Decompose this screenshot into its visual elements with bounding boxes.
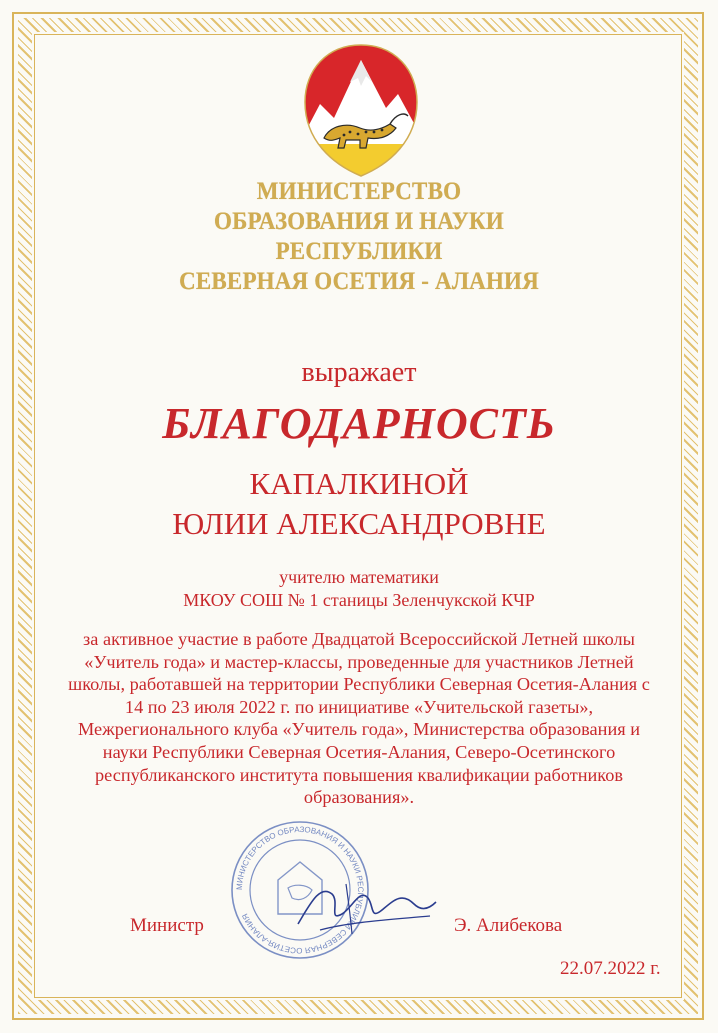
coat-of-arms-emblem — [300, 42, 422, 180]
award-reason: за активное участие в работе Двадцатой Всероссийской Летней школы «Учитель года» и мастер-классы, проведенные для участников Летней школы, работавшей на территории Республики Северная Осетия-Алания с 14 по 23 июля 2022 г. по инициативе «Учительской газеты», Межрегионального клуба «Учитель года», Министерства образования и науки Республики Северная Осетия-Алания, Северо-Осетинского республиканского института повышения квалификации работников образования». — [68, 629, 650, 808]
recipient-given-names: ЮЛИИ АЛЕКСАНДРОВНЕ — [172, 506, 546, 541]
ministry-line-3: РЕСПУБЛИКИ — [275, 238, 443, 265]
expresses-text: выражает — [301, 357, 417, 388]
signer-name: Э. Алибекова — [454, 915, 563, 936]
minister-label: Министр — [130, 915, 204, 936]
issue-date: 22.07.2022 г. — [560, 958, 661, 979]
stamp-ring-text: МИНИСТЕРСТВО ОБРАЗОВАНИЯ И НАУКИ РЕСПУБЛИКИ СЕВЕРНАЯ ОСЕТИЯ-АЛАНИЯ — [234, 824, 366, 956]
ministry-line-4: СЕВЕРНАЯ ОСЕТИЯ - АЛАНИЯ — [179, 268, 539, 295]
ministry-line-1: МИНИСТЕРСТВО — [256, 178, 462, 205]
recipient-surname: КАПАЛКИНОЙ — [249, 466, 469, 501]
gratitude-title: БЛАГОДАРНОСТЬ — [162, 399, 556, 448]
ministry-line-2: ОБРАЗОВАНИЯ И НАУКИ — [213, 208, 504, 235]
handwritten-signature — [290, 864, 440, 944]
recipient-role: учителю математики — [279, 567, 439, 587]
recipient-school: МКОУ СОШ № 1 станицы Зеленчукской КЧР — [183, 590, 535, 610]
